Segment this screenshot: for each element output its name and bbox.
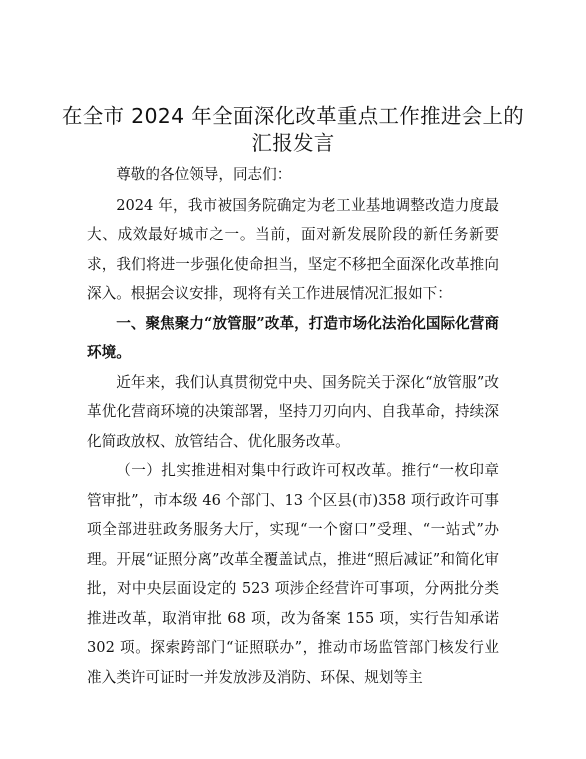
intro-paragraph: 2024 年，我市被国务院确定为老工业基地调整改造力度最大、成效最好城市之一。当前，面对新发展阶段的新任务新要求，我们将进一步强化使命担当，坚定不移把全面深化改革推向深入。根据会议安排，现将有关工作进展情况汇报如下： bbox=[87, 196, 499, 302]
section-paragraph: 近年来，我们认真贯彻党中央、国务院关于深化“放管服”改革优化营商环境的决策部署，坚持刀刃向内、自我革命，持续深化简政放权、放管结合、优化服务改革。 bbox=[87, 373, 499, 450]
subsection-paragraph: （一）扎实推进相对集中行政许可权改革。推行“一枚印章管审批”，市本级 46 个部门、13 个区县(市)358 项行政许可事项全部进驻政务服务大厅，实现“一个窗口”受理、“一站式”办理。开展“证照分离”改革全覆盖试点，推进“照后减证”和简化审批，对中央层面设定的 523 项涉企经营许可事项，分两批分类推进改革，取消审批 68 项，改为备案 155 项，实行告知承诺 302 项。探索跨部门“证照联办”，推动市场监管部门核发行业准入类许可证时一并发放涉及消防、环保、规划等主 bbox=[87, 462, 499, 686]
greeting-paragraph: 尊敬的各位领导，同志们： bbox=[116, 166, 292, 183]
section-heading: 一、聚焦聚力“放管服”改革，打造市场化法治化国际化营商环境。 bbox=[87, 314, 499, 361]
document-title: 在全市 2024 年全面深化改革重点工作推进会上的汇报发言 bbox=[61, 104, 525, 155]
document-body bbox=[87, 160, 499, 692]
